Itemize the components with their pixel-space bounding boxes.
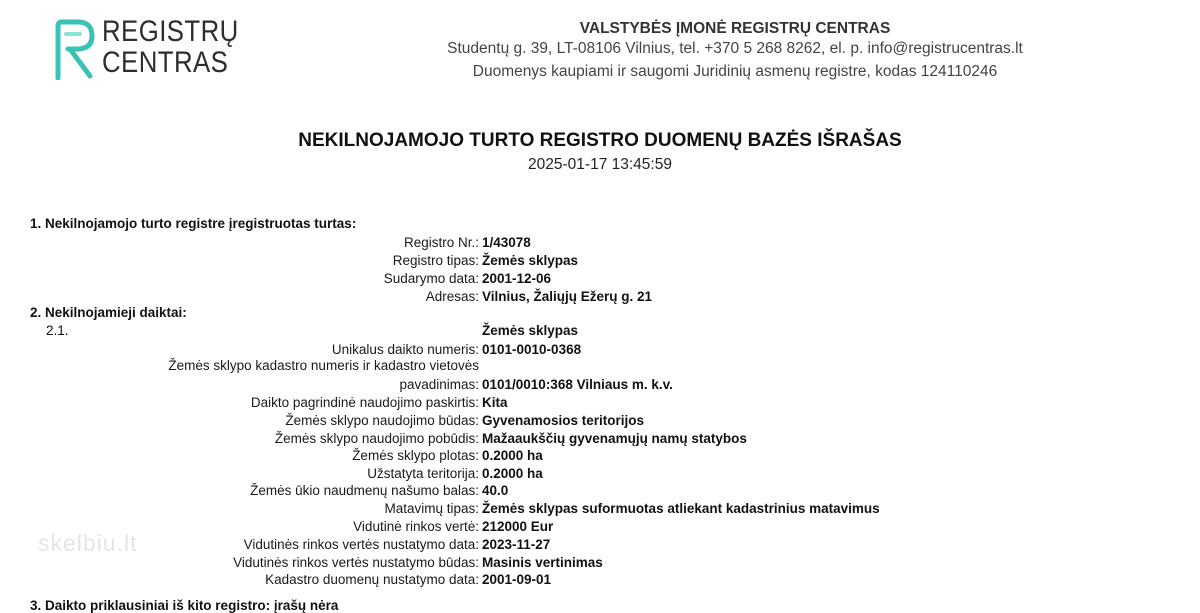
row-value: 2023-11-27 xyxy=(482,537,551,552)
row-label: Kadastro duomenų nustatymo data: xyxy=(265,572,479,587)
property-row xyxy=(0,288,1200,306)
property-row xyxy=(0,518,1200,536)
property-row xyxy=(0,447,1200,465)
property-row xyxy=(0,554,1200,572)
logo-line-2: CENTRAS xyxy=(102,46,229,79)
skelbiu-watermark: skelbiu.lt xyxy=(38,530,138,556)
document-date: 2025-01-17 13:45:59 xyxy=(528,156,672,173)
logo-line-1: REGISTRŲ xyxy=(102,15,239,48)
row-value: Kita xyxy=(482,395,508,410)
row-label: Vidutinės rinkos vertės nustatymo data: xyxy=(243,537,479,552)
row-value: Mažaaukščių gyvenamųjų namų statybos xyxy=(482,431,747,446)
row-label: Sudarymo data: xyxy=(383,271,479,286)
row-label: Žemės sklypo naudojimo pobūdis: xyxy=(274,431,479,446)
logo-wordmark xyxy=(102,16,239,78)
cadastre-label-line-1: Žemės sklypo kadastro numeris ir kadastro vietovės xyxy=(168,358,479,373)
subsection-number: 2.1. xyxy=(46,323,69,338)
row-label: Žemės ūkio naudmenų našumo balas: xyxy=(250,483,479,498)
section-1-heading: 1. Nekilnojamojo turto registre įregistruotas turtas: xyxy=(30,216,357,231)
section-2-heading: 2. Nekilnojamieji daiktai: xyxy=(30,305,187,320)
property-row xyxy=(0,500,1200,518)
property-row xyxy=(0,571,1200,589)
org-name: VALSTYBĖS ĮMONĖ REGISTRŲ CENTRAS xyxy=(579,20,891,37)
row-value: Žemės sklypas suformuotas atliekant kadastrinius matavimus xyxy=(482,501,880,516)
row-label: Adresas: xyxy=(425,289,479,304)
row-label: Registro tipas: xyxy=(392,253,479,268)
row-value: Gyvenamosios teritorijos xyxy=(482,413,645,428)
row-label: Matavimų tipas: xyxy=(384,501,479,516)
property-row xyxy=(0,430,1200,448)
document-title: NEKILNOJAMOJO TURTO REGISTRO DUOMENŲ BAZĖS IŠRAŠAS xyxy=(298,130,902,151)
org-address: Studentų g. 39, LT-08106 Vilnius, tel. +370 5 268 8262, el. p. info@registrucentras.lt xyxy=(447,40,1023,57)
property-row xyxy=(0,234,1200,252)
row-value: Masinis vertinimas xyxy=(482,555,603,570)
row-label: Žemės sklypo plotas: xyxy=(352,448,479,463)
row-value: 212000 Eur xyxy=(482,519,554,534)
row-value: 0101-0010-0368 xyxy=(482,342,582,357)
property-row xyxy=(0,270,1200,288)
row-label: Vidutinė rinkos vertė: xyxy=(353,519,479,534)
row-value: 1/43078 xyxy=(482,235,531,250)
property-row xyxy=(0,341,1200,359)
row-value: 0.2000 ha xyxy=(482,448,543,463)
row-label: Registro Nr.: xyxy=(403,235,479,250)
row-value: 2001-12-06 xyxy=(482,271,552,286)
row-value: 0101/0010:368 Vilniaus m. k.v. xyxy=(482,377,673,392)
property-row xyxy=(0,412,1200,430)
row-value: 0.2000 ha xyxy=(482,466,543,481)
row-value: 2001-09-01 xyxy=(482,572,552,587)
registru-centras-logo xyxy=(52,16,252,84)
subsection-title: Žemės sklypas xyxy=(482,323,579,338)
property-row xyxy=(0,376,1200,394)
org-registry-note: Duomenys kaupiami ir saugomi Juridinių asmenų registre, kodas 124110246 xyxy=(472,63,998,80)
row-label: Unikalus daikto numeris: xyxy=(331,342,479,357)
property-row xyxy=(0,536,1200,554)
row-label: Žemės sklypo naudojimo būdas: xyxy=(285,413,479,428)
rc-logo-icon xyxy=(52,18,96,80)
property-row xyxy=(0,394,1200,412)
property-row xyxy=(0,252,1200,270)
row-label: Užstatyta teritorija: xyxy=(367,466,479,481)
row-label: Vidutinės rinkos vertės nustatymo būdas: xyxy=(233,555,479,570)
property-row xyxy=(0,465,1200,483)
section-3-heading: 3. Daikto priklausiniai iš kito registro: įrašų nėra xyxy=(30,598,339,613)
row-value: 40.0 xyxy=(482,483,509,498)
row-label: pavadinimas: xyxy=(399,377,479,392)
property-row xyxy=(0,482,1200,500)
row-label: Daikto pagrindinė naudojimo paskirtis: xyxy=(250,395,479,410)
row-value: Žemės sklypas xyxy=(482,253,579,268)
row-value: Vilnius, Žaliųjų Ežerų g. 21 xyxy=(482,289,653,304)
